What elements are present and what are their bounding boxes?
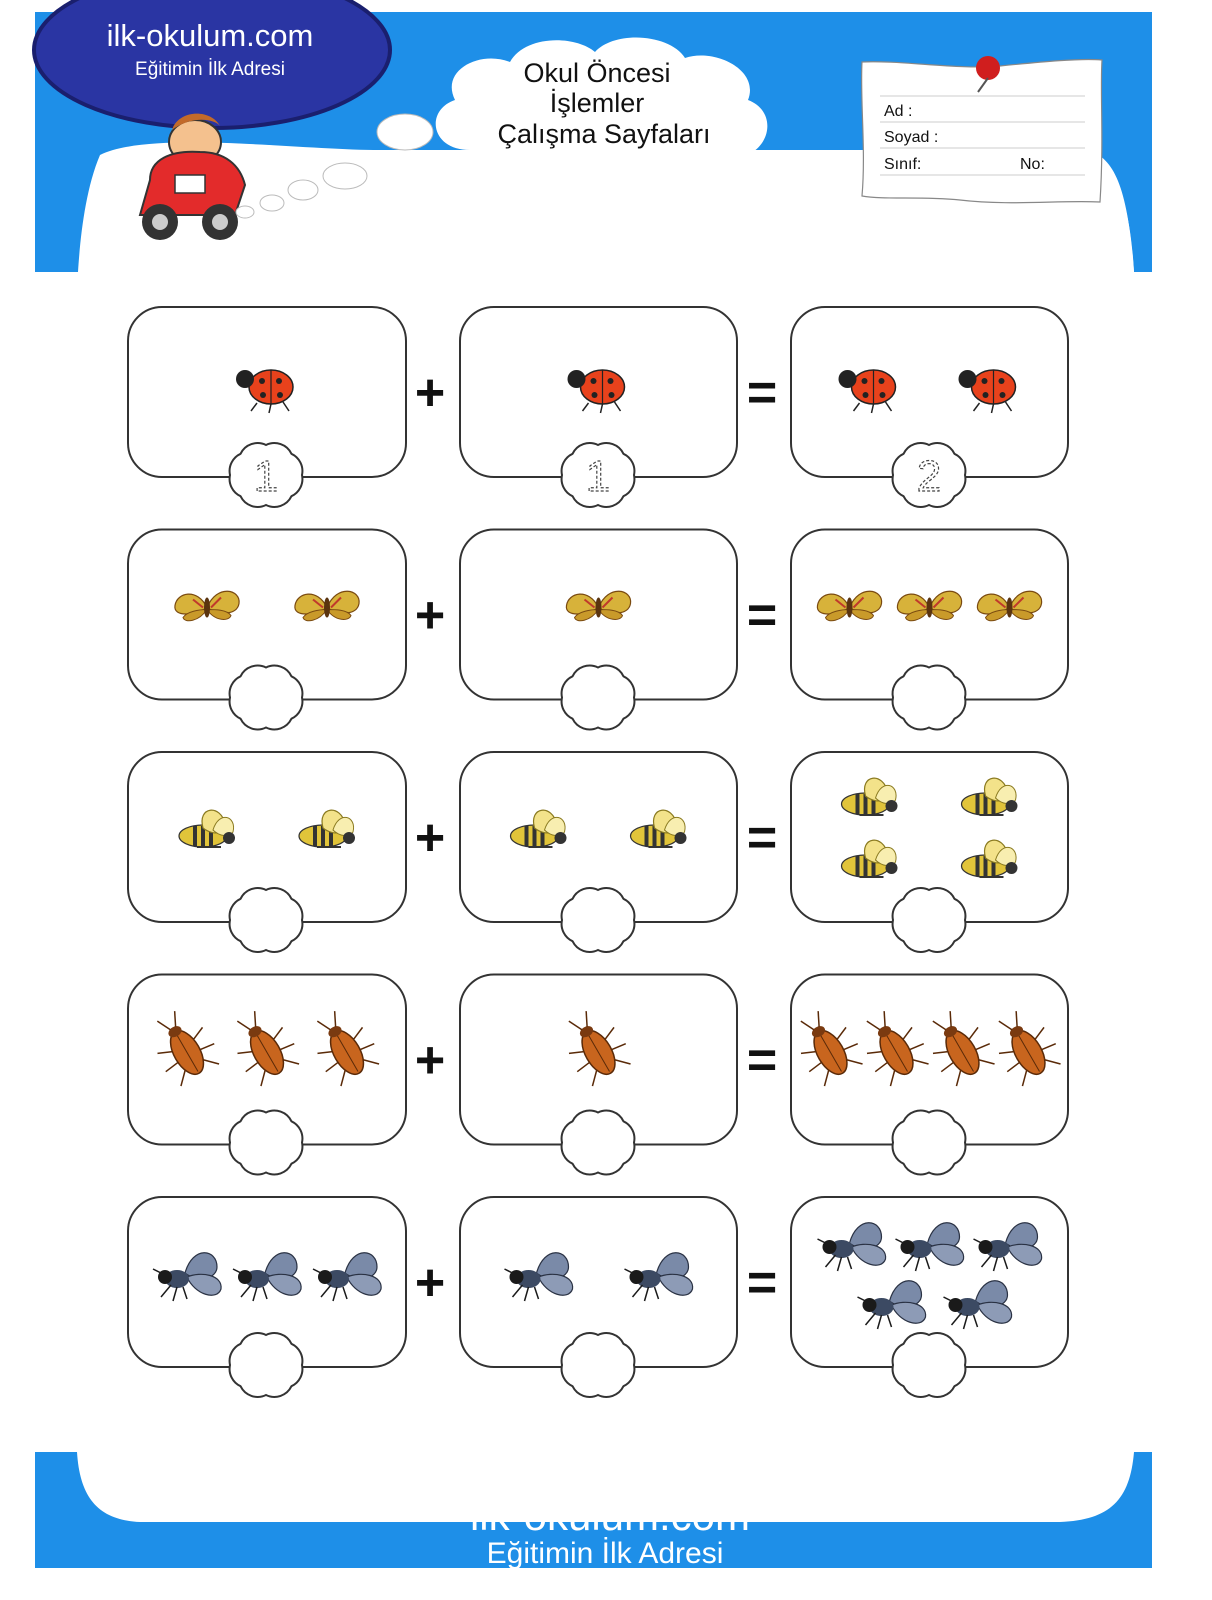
sum-box bbox=[785, 975, 1068, 1175]
addend-box-2 bbox=[460, 975, 737, 1175]
addend-box-1 bbox=[128, 975, 406, 1175]
header-tagline: Eğitimin İlk Adresi bbox=[135, 59, 285, 80]
student-form bbox=[862, 56, 1102, 203]
answer-cloud[interactable] bbox=[562, 443, 635, 507]
equals-sign: = bbox=[746, 364, 778, 422]
addend-box-2 bbox=[460, 1197, 737, 1397]
exercise-grid bbox=[128, 307, 1068, 1397]
title-line-2: İşlemler bbox=[549, 88, 645, 118]
addend-box-2 bbox=[460, 530, 737, 730]
plus-sign: + bbox=[414, 364, 446, 422]
form-label-class: Sınıf: bbox=[884, 156, 922, 173]
equals-sign: = bbox=[746, 586, 778, 645]
answer-cloud[interactable] bbox=[562, 666, 635, 730]
form-label-surname: Soyad : bbox=[884, 129, 939, 146]
answer-number: 1 bbox=[253, 452, 279, 501]
title-line-1: Okul Öncesi bbox=[523, 58, 671, 88]
addend-box-1 bbox=[128, 530, 406, 730]
plus-sign: + bbox=[414, 1031, 446, 1090]
addend-box-1 bbox=[128, 1197, 406, 1397]
header-site-name: ilk-okulum.com bbox=[106, 18, 314, 53]
answer-cloud[interactable] bbox=[230, 443, 303, 507]
form-label-number: No: bbox=[1020, 156, 1045, 173]
exercise-row bbox=[128, 1197, 1068, 1397]
exercise-row bbox=[128, 752, 1068, 952]
title-line-3: Çalışma Sayfaları bbox=[497, 119, 711, 149]
addend-box-2 bbox=[460, 307, 737, 507]
answer-cloud[interactable] bbox=[230, 666, 303, 730]
sum-box bbox=[791, 752, 1068, 952]
sum-box bbox=[791, 307, 1068, 507]
answer-number: 2 bbox=[916, 452, 942, 501]
title-cloud bbox=[436, 38, 768, 181]
answer-cloud[interactable] bbox=[230, 1333, 303, 1397]
sum-box bbox=[791, 1197, 1068, 1397]
plus-sign: + bbox=[414, 586, 446, 645]
equals-sign: = bbox=[746, 809, 778, 867]
form-label-name: Ad : bbox=[884, 103, 913, 120]
exercise-row bbox=[128, 530, 1068, 730]
footer-tagline: Eğitimin İlk Adresi bbox=[486, 1537, 724, 1570]
exercise-row bbox=[128, 307, 1068, 507]
answer-cloud[interactable] bbox=[893, 888, 966, 952]
answer-cloud[interactable] bbox=[893, 666, 966, 730]
answer-cloud[interactable] bbox=[562, 888, 635, 952]
sum-box bbox=[791, 530, 1068, 730]
equals-sign: = bbox=[746, 1031, 778, 1090]
exercise-row bbox=[128, 975, 1068, 1175]
plus-sign: + bbox=[414, 809, 446, 867]
answer-cloud[interactable] bbox=[230, 1111, 303, 1175]
addend-box-2 bbox=[460, 752, 737, 952]
answer-cloud[interactable] bbox=[562, 1111, 635, 1175]
plus-sign: + bbox=[414, 1254, 446, 1312]
addend-box-1 bbox=[128, 307, 406, 507]
answer-number: 1 bbox=[585, 452, 611, 501]
answer-cloud[interactable] bbox=[893, 443, 966, 507]
answer-cloud[interactable] bbox=[562, 1333, 635, 1397]
addend-box-1 bbox=[128, 752, 406, 952]
answer-cloud[interactable] bbox=[893, 1111, 966, 1175]
answer-cloud[interactable] bbox=[230, 888, 303, 952]
footer-site-name: ilk-okulum.com bbox=[469, 1492, 751, 1539]
footer-banner bbox=[35, 1452, 1152, 1570]
equals-sign: = bbox=[746, 1254, 778, 1312]
answer-cloud[interactable] bbox=[893, 1333, 966, 1397]
